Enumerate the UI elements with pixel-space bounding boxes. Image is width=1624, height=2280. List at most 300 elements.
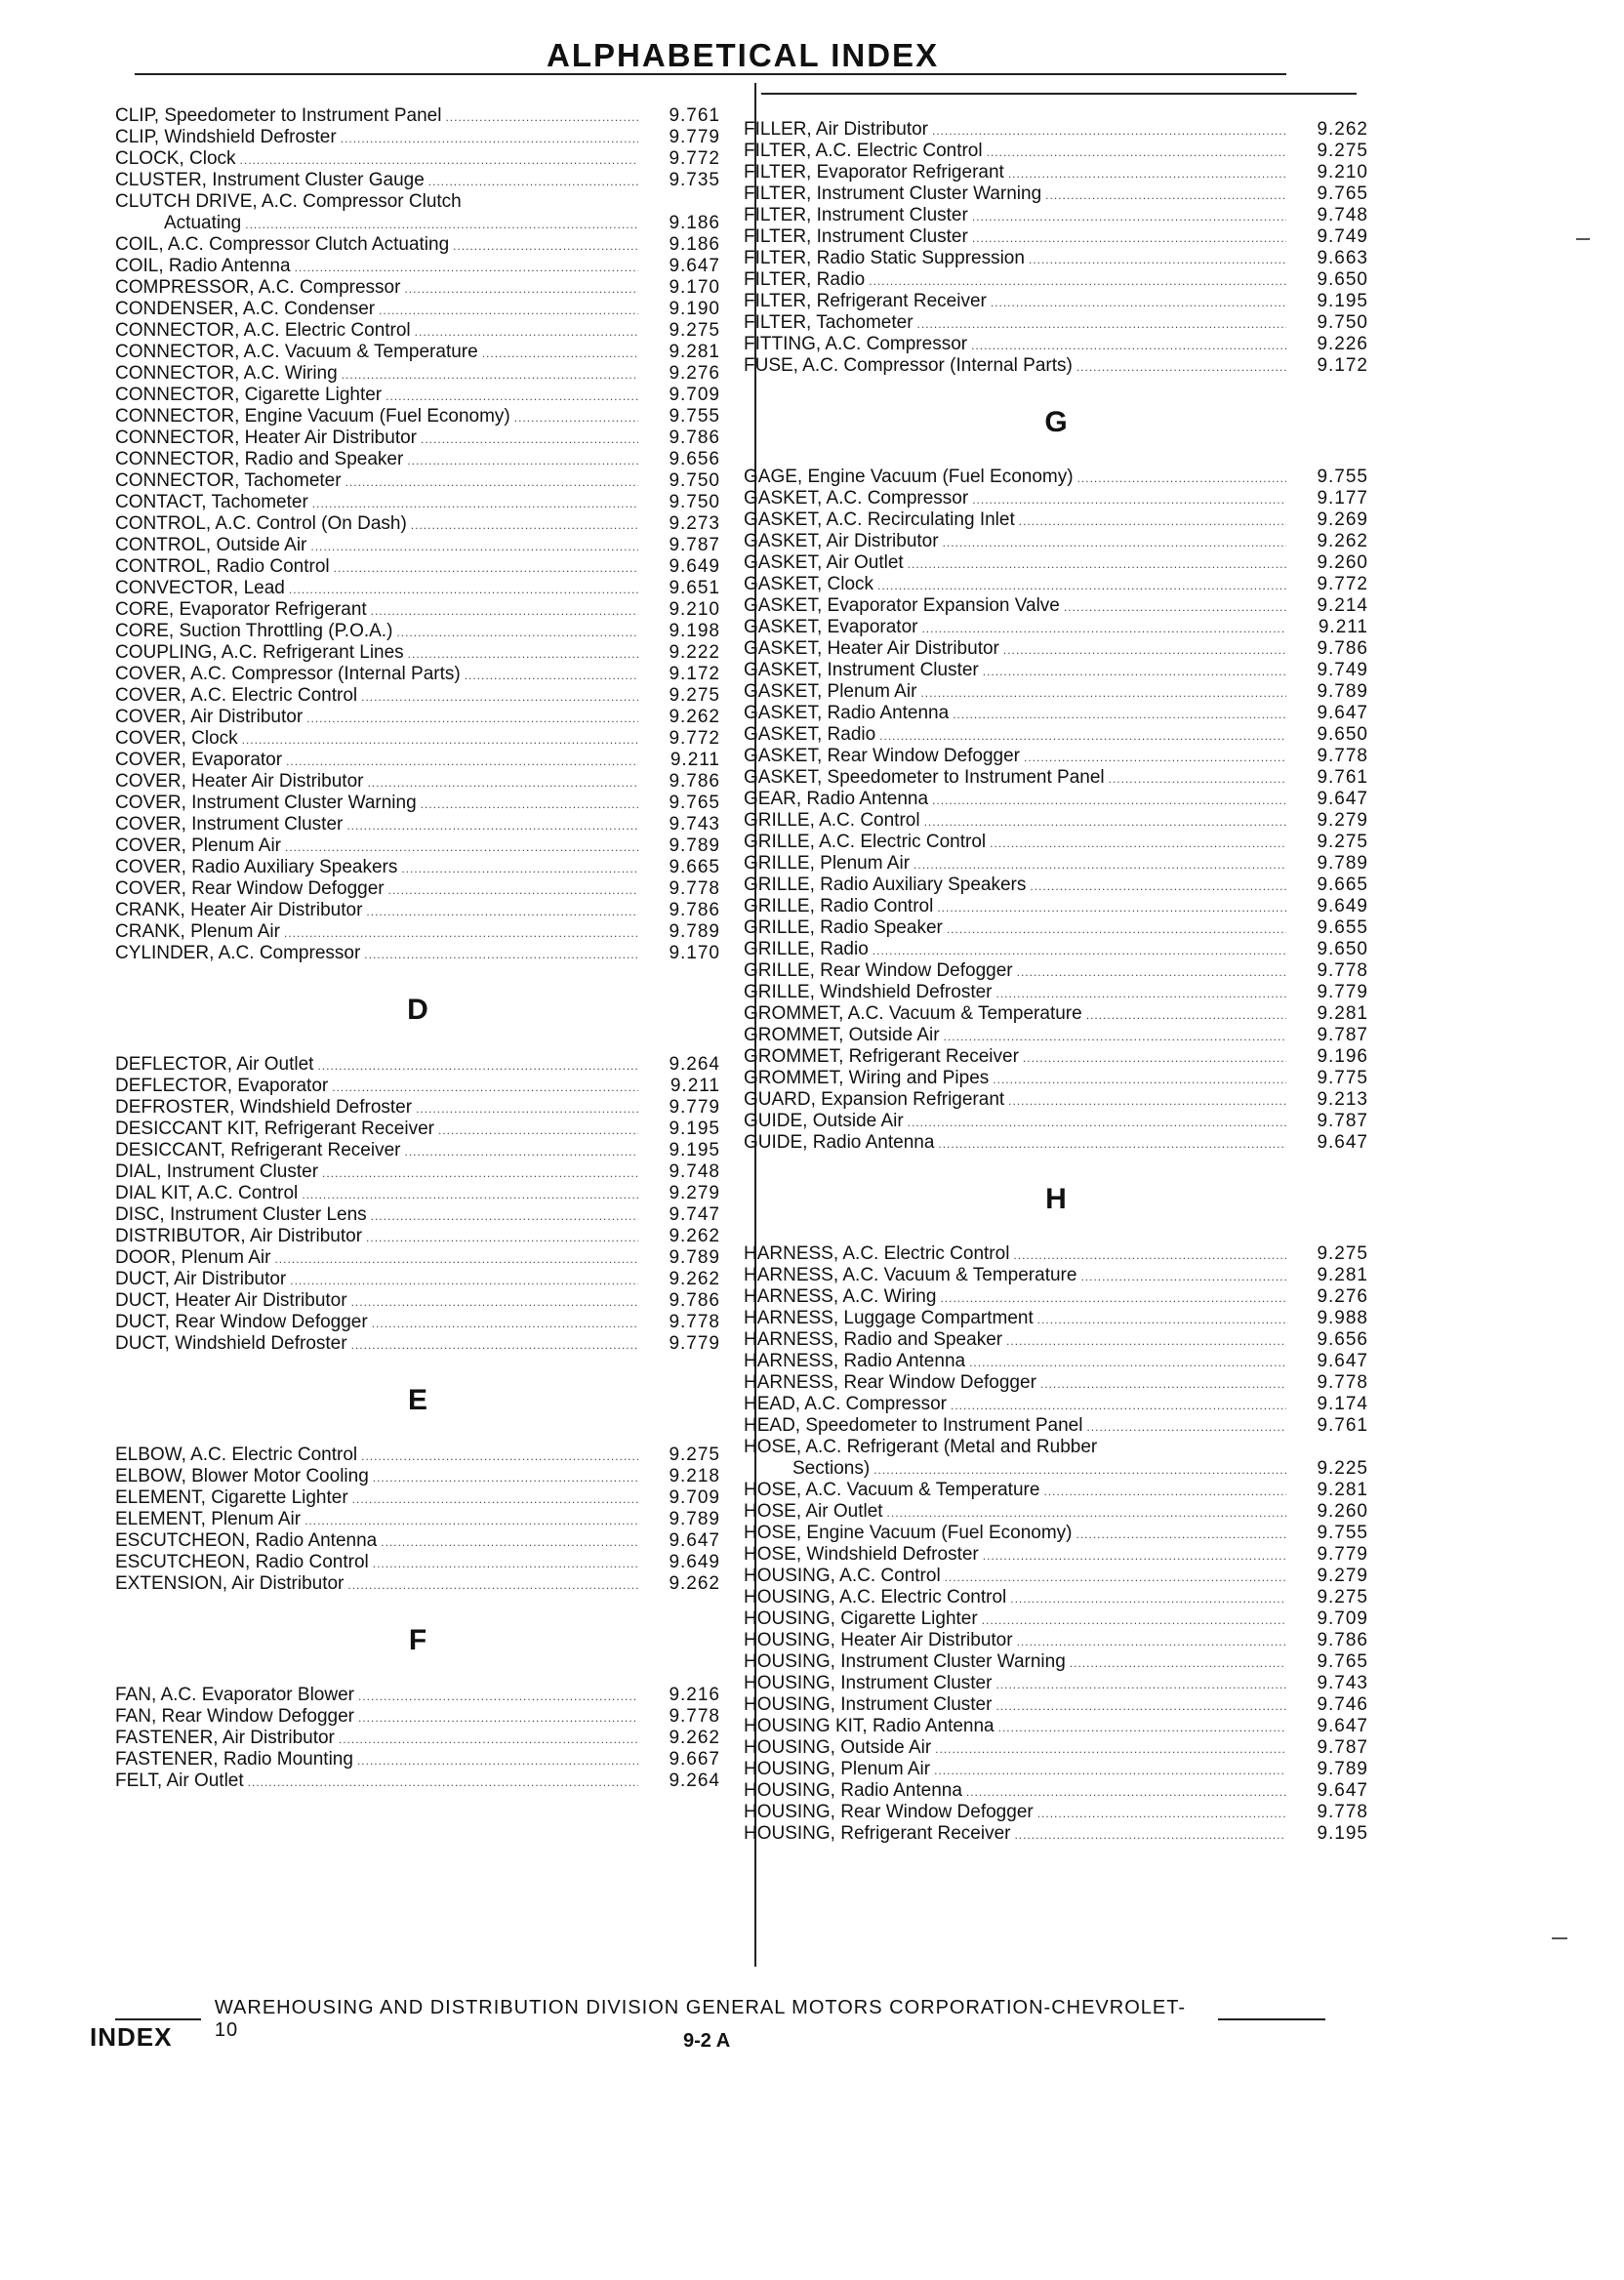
index-entry (744, 1265, 1368, 1286)
entry-label: CLUSTER, Instrument Cluster Gauge (115, 170, 425, 190)
dot-leader (465, 665, 638, 686)
entry-label: HARNESS, Luggage Compartment (744, 1308, 1034, 1328)
index-entry (744, 1351, 1368, 1372)
dot-leader (364, 944, 638, 965)
entry-label: FAN, A.C. Evaporator Blower (115, 1685, 354, 1705)
entry-page-number: 9.749 (1317, 660, 1368, 680)
entry-page-number: 9.650 (1317, 269, 1368, 290)
entry-label: GUARD, Expansion Refrigerant (744, 1089, 1005, 1110)
entry-page-number: 9.262 (669, 1269, 720, 1289)
dot-leader (421, 794, 638, 815)
dot-leader (995, 1674, 1286, 1695)
entry-label: HEAD, A.C. Compressor (744, 1394, 947, 1414)
index-entry (115, 470, 720, 492)
entry-page-number: 9.170 (669, 943, 720, 963)
entry-label: GASKET, Evaporator Expansion Valve (744, 595, 1060, 616)
entry-label: GROMMET, A.C. Vacuum & Temperature (744, 1003, 1082, 1024)
entry-page-number: 9.172 (1317, 355, 1368, 376)
entry-page-number: 9.195 (1317, 291, 1368, 311)
entry-label: CONNECTOR, Radio and Speaker (115, 449, 404, 469)
entry-label: GASKET, Clock (744, 574, 874, 594)
entry-label: HOUSING, Cigarette Lighter (744, 1608, 978, 1629)
dot-leader (1070, 1652, 1286, 1674)
entry-page-number: 9.747 (669, 1204, 720, 1225)
dot-leader (971, 335, 1286, 356)
entry-page-number: 9.748 (669, 1161, 720, 1182)
entry-page-number: 9.649 (669, 1552, 720, 1572)
dot-leader (373, 1467, 638, 1488)
index-entry (115, 664, 720, 685)
index-entry (115, 771, 720, 793)
index-entry (744, 1608, 1368, 1630)
index-entry (744, 1630, 1368, 1651)
index-section (744, 119, 1368, 377)
dot-leader (877, 575, 1286, 596)
index-entry (115, 1140, 720, 1161)
entry-label: COVER, Radio Auxiliary Speakers (115, 857, 398, 877)
entry-page-number: 9.778 (1317, 960, 1368, 981)
entry-label: GRILLE, Radio Speaker (744, 917, 943, 938)
index-entry (115, 1552, 720, 1573)
entry-page-number: 9.262 (669, 1226, 720, 1246)
entry-page-number: 9.649 (669, 556, 720, 577)
dot-leader (1086, 1416, 1286, 1438)
entry-label: HARNESS, Rear Window Defogger (744, 1372, 1036, 1393)
entry-page-number: 9.775 (1317, 1068, 1368, 1088)
index-entry (115, 299, 720, 320)
entry-label: COVER, Plenum Air (115, 835, 281, 856)
entry-label: COMPRESSOR, A.C. Compressor (115, 277, 401, 298)
index-entry (115, 1204, 720, 1226)
index-entry (115, 1333, 720, 1355)
entry-page-number: 9.214 (1317, 595, 1368, 616)
entry-page-number: 9.761 (1317, 767, 1368, 788)
index-entry (115, 793, 720, 814)
index-entry (115, 449, 720, 470)
entry-page-number: 9.647 (1317, 1351, 1368, 1371)
entry-label: EXTENSION, Air Distributor (115, 1573, 345, 1594)
entry-label: CONVECTOR, Lead (115, 578, 285, 598)
dot-leader (938, 1133, 1286, 1155)
index-entry (744, 488, 1368, 509)
index-entry (115, 578, 720, 599)
dot-leader (411, 514, 638, 536)
entry-label: HOUSING, Rear Window Defogger (744, 1802, 1034, 1822)
index-entry (744, 248, 1368, 269)
index-entry (115, 1269, 720, 1290)
dot-leader (289, 579, 638, 600)
entry-label: COVER, Instrument Cluster (115, 814, 344, 835)
dot-leader (371, 1205, 638, 1227)
entry-page-number: 9.765 (1317, 1651, 1368, 1672)
entry-page-number: 9.281 (669, 342, 720, 362)
index-entry (744, 355, 1368, 377)
index-entry (744, 617, 1368, 638)
entry-page-number: 9.211 (670, 750, 720, 770)
index-entry (744, 1046, 1368, 1068)
entry-label: GRILLE, Windshield Defroster (744, 982, 993, 1002)
entry-page-number: 9.789 (669, 921, 720, 942)
index-entry (744, 1329, 1368, 1351)
entry-page-number: 9.755 (669, 406, 720, 427)
entry-label: COVER, Instrument Cluster Warning (115, 793, 417, 813)
entry-page-number: 9.170 (669, 277, 720, 298)
entry-page-number: 9.190 (669, 299, 720, 319)
dot-leader (914, 854, 1286, 875)
index-entry (115, 1530, 720, 1552)
index-entry (115, 428, 720, 449)
entry-page-number: 9.786 (1317, 1630, 1368, 1650)
dot-leader (445, 106, 638, 128)
dot-leader (1080, 1266, 1286, 1287)
entry-label: HOSE, A.C. Vacuum & Temperature (744, 1480, 1040, 1500)
entry-label: GASKET, A.C. Compressor (744, 488, 969, 509)
dot-leader (983, 661, 1286, 682)
dot-leader (416, 1098, 638, 1120)
dot-leader (334, 557, 638, 579)
index-entry (115, 1685, 720, 1706)
dot-leader (361, 686, 638, 708)
entry-label: COVER, Evaporator (115, 750, 283, 770)
dot-leader (274, 1248, 638, 1270)
entry-label: CLUTCH DRIVE, A.C. Compressor Clutch (115, 191, 462, 212)
index-entry (115, 685, 720, 707)
dot-leader (1023, 1047, 1286, 1069)
index-entry (115, 191, 720, 213)
dot-leader (993, 1069, 1286, 1090)
entry-page-number: 9.789 (1317, 681, 1368, 702)
dot-leader (242, 729, 638, 751)
index-section (744, 1175, 1368, 1845)
entry-label: ELBOW, A.C. Electric Control (115, 1445, 358, 1465)
entry-label: CLIP, Windshield Defroster (115, 127, 337, 147)
dot-leader (351, 1334, 638, 1356)
dot-leader (514, 407, 638, 428)
entry-label: ELEMENT, Cigarette Lighter (115, 1487, 348, 1508)
index-entry (115, 535, 720, 556)
index-entry (115, 1161, 720, 1183)
index-entry (744, 1286, 1368, 1308)
footer-page-number: 9-2 A (683, 2030, 731, 2052)
entry-label: GASKET, Radio (744, 724, 876, 745)
index-entry (744, 681, 1368, 703)
dot-leader (381, 1531, 638, 1553)
dot-leader (1037, 1803, 1286, 1824)
entry-page-number: 9.651 (669, 578, 720, 598)
index-entry (744, 531, 1368, 552)
dot-leader (921, 618, 1286, 639)
dot-leader (935, 1738, 1286, 1760)
footer-division-text: WAREHOUSING AND DISTRIBUTION DIVISION GENERAL MOTORS CORPORATION-CHEVROLET-10 (214, 1997, 1187, 2041)
dot-leader (240, 149, 638, 171)
dot-leader (1017, 1631, 1286, 1652)
index-entry (115, 599, 720, 621)
index-entry (744, 312, 1368, 334)
dot-leader (302, 1184, 638, 1205)
entry-label: ELBOW, Blower Motor Cooling (115, 1466, 369, 1486)
entry-label: GUIDE, Radio Antenna (744, 1132, 935, 1153)
index-entry (115, 1749, 720, 1771)
index-entry (744, 595, 1368, 617)
entry-label: GASKET, Speedometer to Instrument Panel (744, 767, 1105, 788)
dot-leader (1006, 1330, 1286, 1352)
entry-label: FILTER, Refrigerant Receiver (744, 291, 987, 311)
index-entry (115, 1728, 720, 1749)
entry-label: FELT, Air Outlet (115, 1771, 244, 1791)
dot-leader (317, 1055, 638, 1077)
dot-leader (1030, 875, 1286, 897)
entry-label: DIAL KIT, A.C. Control (115, 1183, 299, 1203)
index-entry (744, 1068, 1368, 1089)
index-entry (744, 767, 1368, 789)
entry-page-number: 9.195 (669, 1119, 720, 1139)
entry-page-number: 9.709 (1317, 1608, 1368, 1629)
index-entry (744, 226, 1368, 248)
dot-leader (408, 643, 638, 665)
dot-leader (1064, 596, 1286, 618)
index-entry (744, 724, 1368, 746)
entry-label: DEFLECTOR, Air Outlet (115, 1054, 314, 1075)
entry-label: FUSE, A.C. Compressor (Internal Parts) (744, 355, 1073, 376)
dot-leader (1019, 510, 1286, 532)
dot-leader (1040, 1373, 1286, 1395)
entry-label: DEFLECTOR, Evaporator (115, 1076, 329, 1096)
entry-label: FILTER, Instrument Cluster (744, 205, 968, 225)
dot-leader (1076, 356, 1286, 378)
right-index-column (744, 119, 1368, 1845)
index-entry (115, 814, 720, 835)
dot-leader (396, 622, 638, 643)
entry-label: FILTER, Radio (744, 269, 866, 290)
entry-page-number: 9.264 (669, 1771, 720, 1791)
dot-leader (972, 489, 1286, 510)
title-rule (135, 73, 1286, 75)
entry-label: FILTER, Instrument Cluster Warning (744, 183, 1042, 204)
entry-page-number: 9.772 (669, 728, 720, 749)
entry-page-number: 9.211 (1318, 617, 1368, 637)
entry-page-number: 9.786 (669, 900, 720, 920)
index-entry (744, 1243, 1368, 1265)
dot-leader (453, 235, 638, 257)
dot-leader (404, 1141, 638, 1162)
entry-label: DEFROSTER, Windshield Defroster (115, 1097, 413, 1118)
index-entry (744, 269, 1368, 291)
index-entry (115, 1771, 720, 1792)
index-entry (115, 642, 720, 664)
footer-rule-right (1218, 2018, 1325, 2020)
dot-leader (379, 300, 638, 321)
entry-label: DOOR, Plenum Air (115, 1247, 271, 1268)
entry-page-number: 9.210 (1317, 162, 1368, 183)
title-rule-right (761, 93, 1357, 95)
index-entry (744, 1132, 1368, 1154)
index-section (115, 1376, 720, 1595)
entry-page-number: 9.216 (669, 1685, 720, 1705)
entry-label: CONTROL, Outside Air (115, 535, 307, 555)
entry-page-number: 9.281 (1317, 1265, 1368, 1285)
entry-page-number: 9.650 (1317, 724, 1368, 745)
entry-label: CLIP, Speedometer to Instrument Panel (115, 105, 442, 126)
margin-mark (1576, 238, 1590, 240)
dot-leader (1029, 249, 1286, 270)
dot-leader (869, 270, 1286, 292)
entry-label: HOUSING, Instrument Cluster Warning (744, 1651, 1066, 1672)
index-entry (115, 1466, 720, 1487)
index-entry (115, 170, 720, 191)
dot-leader (339, 1729, 638, 1750)
entry-page-number: 9.262 (669, 1728, 720, 1748)
dot-leader (290, 1270, 638, 1291)
section-letter-heading: H (1045, 1183, 1067, 1215)
entry-page-number: 9.262 (669, 1573, 720, 1594)
entry-label: DUCT, Windshield Defroster (115, 1333, 347, 1354)
entry-page-number: 9.988 (1317, 1308, 1368, 1328)
dot-leader (1037, 1309, 1286, 1330)
entry-page-number: 9.177 (1317, 488, 1368, 509)
index-entry (744, 1759, 1368, 1780)
dot-leader (286, 751, 638, 772)
entry-page-number: 9.755 (1317, 467, 1368, 487)
dot-leader (1003, 639, 1286, 661)
entry-page-number: 9.275 (669, 685, 720, 706)
dot-leader (342, 364, 638, 386)
dot-leader (371, 600, 638, 622)
index-entry (744, 960, 1368, 982)
entry-page-number: 9.779 (669, 1097, 720, 1118)
entry-page-number: 9.778 (669, 1312, 720, 1332)
entry-label: GASKET, Evaporator (744, 617, 918, 637)
index-entry (744, 1544, 1368, 1566)
entry-label: GASKET, Heater Air Distributor (744, 638, 999, 659)
entry-label: DISTRIBUTOR, Air Distributor (115, 1226, 363, 1246)
entry-page-number: 9.276 (669, 363, 720, 384)
dot-leader (386, 386, 638, 407)
entry-page-number: 9.761 (1317, 1415, 1368, 1436)
entry-page-number: 9.779 (1317, 982, 1368, 1002)
dot-leader (346, 815, 638, 836)
dot-leader (972, 206, 1286, 227)
entry-label: FASTENER, Air Distributor (115, 1728, 335, 1748)
entry-page-number: 9.655 (1317, 917, 1368, 938)
index-entry (115, 1097, 720, 1119)
entry-label: COVER, Clock (115, 728, 238, 749)
entry-label: GASKET, Air Outlet (744, 552, 904, 573)
dot-leader (947, 918, 1286, 940)
entry-page-number: 9.748 (1317, 205, 1368, 225)
entry-page-number: 9.275 (1317, 1243, 1368, 1264)
entry-page-number: 9.649 (1317, 896, 1368, 916)
entry-label: Actuating (164, 213, 242, 233)
dot-leader (1076, 1524, 1286, 1545)
index-entry (744, 875, 1368, 896)
dot-leader (352, 1488, 638, 1510)
entry-page-number: 9.789 (669, 835, 720, 856)
entry-page-number: 9.761 (669, 105, 720, 126)
dot-leader (944, 1026, 1286, 1047)
entry-label: FILTER, Evaporator Refrigerant (744, 162, 1004, 183)
dot-leader (990, 833, 1286, 854)
entry-label: GRILLE, Plenum Air (744, 853, 911, 874)
index-entry (115, 943, 720, 964)
entry-page-number: 9.275 (1317, 1587, 1368, 1608)
entry-label: DESICCANT KIT, Refrigerant Receiver (115, 1119, 434, 1139)
entry-page-number: 9.196 (1317, 1046, 1368, 1067)
dot-leader (1008, 1090, 1286, 1112)
entry-page-number: 9.260 (1317, 552, 1368, 573)
dot-leader (285, 836, 638, 858)
index-entry (744, 467, 1368, 488)
section-letter-heading: G (1044, 406, 1068, 438)
dot-leader (322, 1162, 638, 1184)
index-entry (744, 1716, 1368, 1737)
entry-page-number: 9.778 (1317, 1372, 1368, 1393)
entry-page-number: 9.709 (669, 385, 720, 405)
index-entry (115, 406, 720, 428)
dot-leader (1043, 1481, 1286, 1502)
entry-page-number: 9.667 (669, 1749, 720, 1770)
entry-label: CRANK, Heater Air Distributor (115, 900, 363, 920)
index-entry (744, 703, 1368, 724)
entry-page-number: 9.778 (669, 1706, 720, 1727)
entry-label: HOSE, Windshield Defroster (744, 1544, 979, 1565)
index-entry (115, 342, 720, 363)
entry-page-number: 9.211 (670, 1076, 720, 1096)
dot-leader (908, 1112, 1286, 1133)
dot-leader (953, 704, 1286, 725)
entry-label: FILLER, Air Distributor (744, 119, 928, 140)
entry-label: FILTER, A.C. Electric Control (744, 141, 983, 161)
entry-label: HOSE, A.C. Refrigerant (Metal and Rubber (744, 1437, 1098, 1457)
index-entry (744, 853, 1368, 875)
entry-page-number: 9.262 (1317, 531, 1368, 551)
dot-leader (972, 227, 1286, 249)
entry-label: HOUSING, Instrument Cluster (744, 1694, 993, 1715)
index-entry (744, 1523, 1368, 1544)
index-entry (115, 1119, 720, 1140)
index-entry (744, 1673, 1368, 1694)
footer-rule-left (115, 2018, 201, 2020)
entry-label: HEAD, Speedometer to Instrument Panel (744, 1415, 1083, 1436)
entry-page-number: 9.772 (669, 148, 720, 169)
entry-page-number: 9.195 (669, 1140, 720, 1160)
entry-page-number: 9.218 (669, 1466, 720, 1486)
index-entry (744, 982, 1368, 1003)
entry-label: HOUSING, Radio Antenna (744, 1780, 962, 1801)
entry-label: HARNESS, Radio and Speaker (744, 1329, 1003, 1350)
entry-label: GRILLE, Rear Window Defogger (744, 960, 1013, 981)
index-entry (744, 917, 1368, 939)
entry-label: COVER, A.C. Electric Control (115, 685, 358, 706)
margin-mark (1552, 1937, 1567, 1939)
index-entry (115, 1076, 720, 1097)
entry-page-number: 9.709 (669, 1487, 720, 1508)
entry-page-number: 9.789 (669, 1247, 720, 1268)
index-entry (115, 900, 720, 921)
index-entry (115, 1226, 720, 1247)
entry-label: FASTENER, Radio Mounting (115, 1749, 353, 1770)
entry-label: GASKET, Air Distributor (744, 531, 939, 551)
entry-page-number: 9.174 (1317, 1394, 1368, 1414)
index-entry (744, 1458, 1368, 1480)
entry-page-number: 9.735 (669, 170, 720, 190)
entry-page-number: 9.749 (1317, 226, 1368, 247)
entry-page-number: 9.273 (669, 513, 720, 534)
footer-section-label: INDEX (90, 2022, 173, 2052)
index-entry (115, 1487, 720, 1509)
entry-page-number: 9.787 (669, 535, 720, 555)
entry-page-number: 9.275 (1317, 141, 1368, 161)
entry-page-number: 9.787 (1317, 1111, 1368, 1131)
